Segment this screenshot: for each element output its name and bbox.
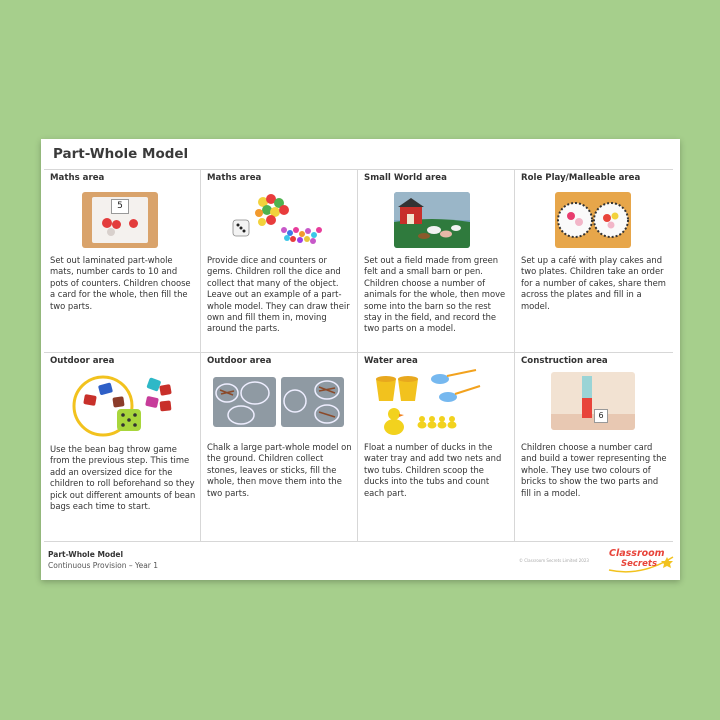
cell-description: Set out laminated part-whole mats, number cards to 10 and pots of counters. Children choose a card for the whole, then fill the two parts. xyxy=(50,255,191,311)
cell-description: Provide dice and counters or gems. Children roll the dice and collect that many of the object. Leave out an example of a part-whole model. They can draw their own and fill them in, moving around the parts. xyxy=(207,255,350,334)
activity-grid xyxy=(44,169,673,542)
number-card: 5 xyxy=(111,199,129,214)
cell-heading: Outdoor area xyxy=(207,356,272,366)
cell-construction-area xyxy=(515,353,673,542)
brick-tower-photo xyxy=(551,372,635,430)
cell-small-world-area xyxy=(358,170,515,353)
cell-maths-area-2 xyxy=(201,170,358,353)
cell-description: Set out a field made from green felt and a small barn or pen. Children choose a number of animals for the whole, then move some into the barn so the rest stay in the field, and record the two parts on a model. xyxy=(364,255,506,334)
chalk-model-photo-2 xyxy=(281,377,344,427)
cell-description: Children choose a number card and build a tower representing the whole. They use two colours of bricks to show the two parts and fill in a model. xyxy=(521,442,667,498)
cell-outdoor-area-1 xyxy=(44,353,201,542)
footer-title: Part-Whole Model xyxy=(48,550,124,559)
cell-heading: Maths area xyxy=(207,173,262,183)
cell-water-area xyxy=(358,353,515,542)
cell-heading: Water area xyxy=(364,356,418,366)
footer-subtitle: Continuous Provision – Year 1 xyxy=(48,561,159,570)
cell-description: Set up a café with play cakes and two plates. Children take an order for a number of cakes, share them across the plates and fill in a model. xyxy=(521,255,666,311)
logo-line-1: Classroom xyxy=(609,548,665,559)
dice-and-counters-photo xyxy=(229,190,329,250)
cell-maths-area-1 xyxy=(44,170,201,353)
cell-description: Chalk a large part-whole model on the ground. Children collect stones, leaves or sticks, fill the whole, then move them into the two parts. xyxy=(207,442,352,498)
classroom-secrets-logo xyxy=(607,547,675,575)
copyright-notice: © Classroom Secrets Limited 2023 xyxy=(519,558,589,563)
cell-heading: Outdoor area xyxy=(50,356,115,366)
chalk-model-photo-1 xyxy=(213,377,276,427)
page-title: Part-Whole Model xyxy=(53,146,189,162)
cell-outdoor-area-2 xyxy=(201,353,358,542)
cell-description: Use the bean bag throw game from the previous step. This time add an oversized dice for the children to roll beforehand so they pick out different amounts of bean bags each time to start. xyxy=(50,444,196,512)
ducks-and-nets-photo xyxy=(372,369,484,441)
number-card: 6 xyxy=(594,409,608,423)
farm-photo xyxy=(394,192,470,248)
bean-bag-hoop-photo xyxy=(66,373,176,439)
cell-description: Float a number of ducks in the water tray and add two nets and two tubs. Children scoop the ducks into the tubs and count each part. xyxy=(364,442,502,498)
maths-mat-photo xyxy=(82,192,158,248)
cell-heading: Construction area xyxy=(521,356,608,366)
cell-heading: Maths area xyxy=(50,173,105,183)
resource-sheet xyxy=(41,139,680,580)
cell-role-play-area xyxy=(515,170,673,353)
cafe-plates-photo xyxy=(555,192,631,248)
cell-heading: Role Play/Malleable area xyxy=(521,173,641,183)
logo-line-2: Secrets xyxy=(621,559,658,569)
cell-heading: Small World area xyxy=(364,173,447,183)
